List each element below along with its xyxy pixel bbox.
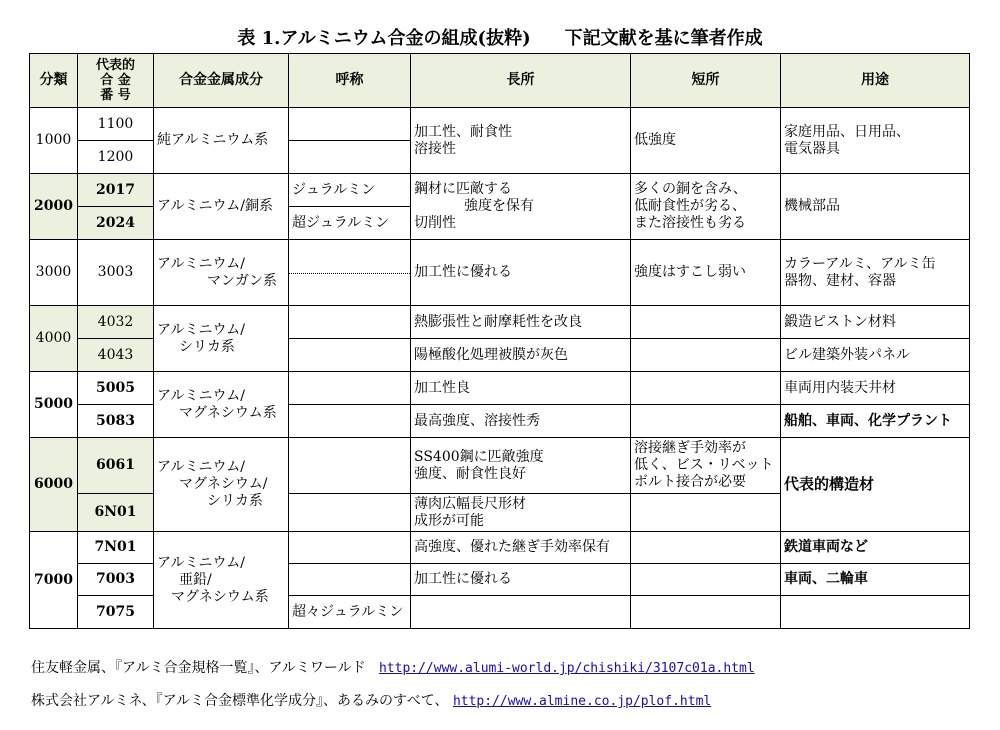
table-row xyxy=(30,372,970,405)
table-title-note: 下記文献を基に筆者作成 xyxy=(564,28,763,49)
table-row xyxy=(30,532,970,564)
cons-cell xyxy=(631,596,781,629)
class-cell: 6000 xyxy=(30,438,78,532)
code-cell: 6N01 xyxy=(78,494,154,532)
reference-text: 住友軽金属、『アルミ合金規格一覧』、アルミワールド xyxy=(31,660,366,676)
alloy-table xyxy=(29,53,970,629)
uses-cell: ビル建築外装パネル xyxy=(781,339,970,372)
cons-cell: 強度はすこし弱い xyxy=(631,240,781,306)
cons-cell xyxy=(631,405,781,438)
name-cell xyxy=(289,438,411,494)
cons-cell xyxy=(631,372,781,405)
pros-cell: 加工性に優れる xyxy=(411,564,631,596)
header-class: 分類 xyxy=(30,54,78,108)
class-cell: 2000 xyxy=(30,174,78,240)
uses-cell: 車両、二輪車 xyxy=(781,564,970,596)
composition-cell: アルミニウム/ マンガン系 xyxy=(154,240,289,306)
reference-link[interactable]: http://www.alumi-world.jp/chishiki/3107c01a.html xyxy=(378,661,755,676)
table-title xyxy=(0,24,1000,50)
pros-cell: 陽極酸化処理被膜が灰色 xyxy=(411,339,631,372)
code-cell: 5005 xyxy=(78,372,154,405)
uses-cell: 車両用内装天井材 xyxy=(781,372,970,405)
name-cell: ジュラルミン xyxy=(289,174,411,207)
class-cell: 7000 xyxy=(30,532,78,629)
code-cell: 7075 xyxy=(78,596,154,629)
pros-cell: 高強度、優れた継ぎ手効率保有 xyxy=(411,532,631,564)
uses-cell: 鉄道車両など xyxy=(781,532,970,564)
table-row xyxy=(30,108,970,141)
name-cell: 超々ジュラルミン xyxy=(289,596,411,629)
reference-link[interactable]: http://www.almine.co.jp/plof.html xyxy=(452,694,712,709)
class-cell: 3000 xyxy=(30,240,78,306)
code-cell: 1200 xyxy=(78,141,154,174)
code-cell: 6061 xyxy=(78,438,154,494)
composition-cell: アルミニウム/ シリカ系 xyxy=(154,306,289,372)
header-code: 代表的 合 金 番 号 xyxy=(78,54,154,108)
cons-cell xyxy=(631,532,781,564)
uses-cell: 鍛造ピストン材料 xyxy=(781,306,970,339)
name-cell xyxy=(289,564,411,596)
header-composition: 合金金属成分 xyxy=(154,54,289,108)
pros-cell xyxy=(411,596,631,629)
table-row xyxy=(30,306,970,339)
class-cell: 4000 xyxy=(30,306,78,372)
code-cell: 5083 xyxy=(78,405,154,438)
composition-cell: アルミニウム/ マグネシウム/ シリカ系 xyxy=(154,438,289,532)
header-row xyxy=(30,54,970,108)
header-name: 呼称 xyxy=(289,54,411,108)
composition-cell: アルミニウム/ マグネシウム系 xyxy=(154,372,289,438)
name-cell xyxy=(289,405,411,438)
table-title-main: 表 1.アルミニウム合金の組成(抜粋) xyxy=(237,28,531,49)
name-cell xyxy=(289,339,411,372)
code-cell: 4043 xyxy=(78,339,154,372)
uses-cell: 船舶、車両、化学プラント xyxy=(781,405,970,438)
uses-cell: 機械部品 xyxy=(781,174,970,240)
name-cell xyxy=(289,240,411,306)
name-cell xyxy=(289,141,411,174)
pros-cell: 薄肉広幅長尺形材 成形が可能 xyxy=(411,494,631,532)
cons-cell: 溶接継ぎ手効率が 低く、ビス・リベット ボルト接合が必要 xyxy=(631,438,781,494)
reference-text: 株式会社アルミネ、『アルミ合金標準化学成分』、あるみのすべて、 xyxy=(31,693,449,709)
uses-cell: 代表的構造材 xyxy=(781,438,970,532)
name-cell xyxy=(289,532,411,564)
pros-cell: 最高強度、溶接性秀 xyxy=(411,405,631,438)
pros-cell: SS400鋼に匹敵強度 強度、耐食性良好 xyxy=(411,438,631,494)
composition-cell: アルミニウム/ 亜鉛/ マグネシウム系 xyxy=(154,532,289,629)
name-cell xyxy=(289,372,411,405)
class-cell: 1000 xyxy=(30,108,78,174)
name-cell xyxy=(289,108,411,141)
code-cell: 4032 xyxy=(78,306,154,339)
header-pros: 長所 xyxy=(411,54,631,108)
header-uses: 用途 xyxy=(781,54,970,108)
name-cell xyxy=(289,306,411,339)
cons-cell xyxy=(631,494,781,532)
cons-cell xyxy=(631,564,781,596)
table-row xyxy=(30,438,970,494)
reference-2 xyxy=(31,690,711,710)
composition-cell: 純アルミニウム系 xyxy=(154,108,289,174)
code-cell: 2017 xyxy=(78,174,154,207)
class-cell: 5000 xyxy=(30,372,78,438)
uses-cell: 家庭用品、日用品、 電気器具 xyxy=(781,108,970,174)
cons-cell xyxy=(631,339,781,372)
pros-cell: 加工性に優れる xyxy=(411,240,631,306)
cons-cell: 低強度 xyxy=(631,108,781,174)
reference-1 xyxy=(31,657,755,677)
uses-cell xyxy=(781,596,970,629)
code-cell: 2024 xyxy=(78,207,154,240)
table-row xyxy=(30,174,970,207)
name-cell: 超ジュラルミン xyxy=(289,207,411,240)
cons-cell: 多くの銅を含み、 低耐食性が劣る、 また溶接性も劣る xyxy=(631,174,781,240)
code-cell: 7003 xyxy=(78,564,154,596)
pros-cell: 加工性良 xyxy=(411,372,631,405)
code-cell: 7N01 xyxy=(78,532,154,564)
pros-cell: 加工性、耐食性 溶接性 xyxy=(411,108,631,174)
header-cons: 短所 xyxy=(631,54,781,108)
code-cell: 3003 xyxy=(78,240,154,306)
code-cell: 1100 xyxy=(78,108,154,141)
pros-cell: 鋼材に匹敵する 強度を保有 切削性 xyxy=(411,174,631,240)
composition-cell: アルミニウム/銅系 xyxy=(154,174,289,240)
name-cell xyxy=(289,494,411,532)
uses-cell: カラーアルミ、アルミ缶 器物、建材、容器 xyxy=(781,240,970,306)
cons-cell xyxy=(631,306,781,339)
pros-cell: 熱膨張性と耐摩耗性を改良 xyxy=(411,306,631,339)
table-row xyxy=(30,240,970,306)
